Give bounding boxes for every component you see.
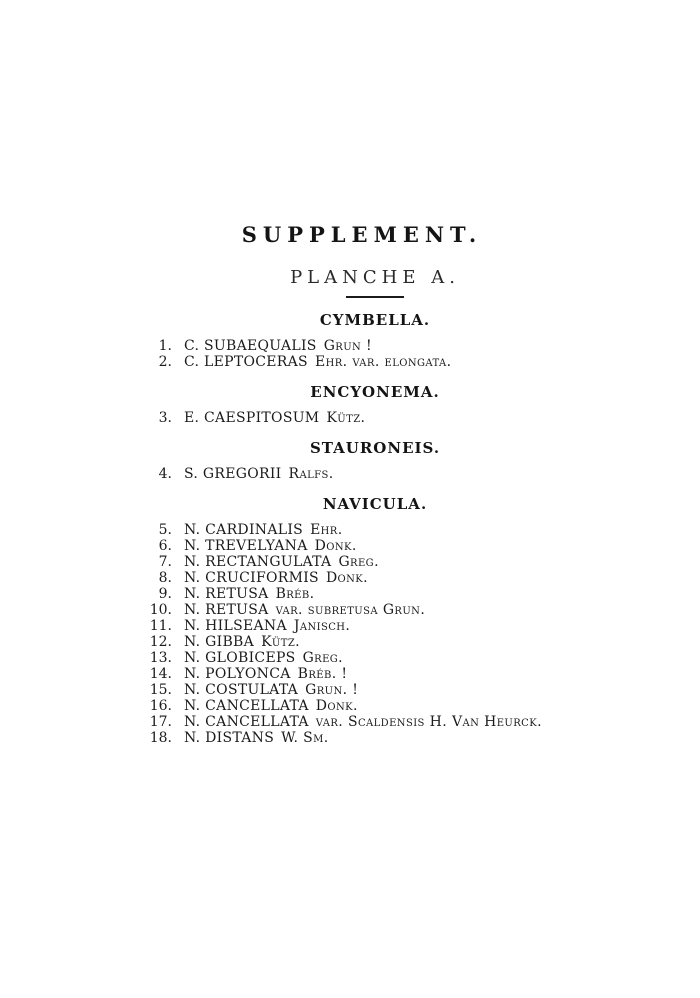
list-item bbox=[112, 602, 638, 618]
genus-section bbox=[112, 382, 638, 426]
list-item bbox=[112, 570, 638, 586]
list-item bbox=[112, 666, 638, 682]
plate-title: PLANCHE A. bbox=[290, 267, 460, 288]
item-name: N. COSTULATA bbox=[184, 682, 299, 698]
item-detail: Ralfs. bbox=[288, 466, 334, 482]
item-text bbox=[184, 338, 372, 354]
list-item bbox=[112, 682, 638, 698]
item-number: 1. bbox=[158, 338, 172, 354]
item-name: N. GIBBA bbox=[184, 634, 255, 650]
item-number: 18. bbox=[149, 730, 172, 746]
section-heading: STAURONEIS. bbox=[309, 439, 441, 457]
list-item bbox=[112, 618, 638, 634]
list-item bbox=[112, 338, 638, 354]
item-number: 17. bbox=[149, 714, 172, 730]
item-detail: Kütz. bbox=[261, 634, 301, 650]
item-detail: Bréb. bbox=[275, 586, 315, 602]
item-name: C. SUBAEQUALIS bbox=[184, 338, 317, 354]
item-text bbox=[184, 466, 334, 482]
item-name: S. GREGORII bbox=[184, 466, 282, 482]
item-detail: var. Scaldensis H. Van Heurck. bbox=[315, 714, 542, 730]
list-item bbox=[112, 410, 638, 426]
item-name: N. RECTANGULATA bbox=[184, 554, 332, 570]
item-name: N. POLYONCA bbox=[184, 666, 291, 682]
item-text bbox=[184, 410, 365, 426]
item-text bbox=[184, 522, 343, 538]
item-detail: Greg. bbox=[338, 554, 379, 570]
item-text bbox=[184, 602, 425, 618]
item-text bbox=[184, 698, 358, 714]
item-number: 14. bbox=[149, 666, 172, 682]
item-text bbox=[184, 618, 350, 634]
item-name: N. RETUSA bbox=[184, 586, 269, 602]
list-item bbox=[112, 714, 638, 730]
list-item bbox=[112, 586, 638, 602]
item-detail: Donk. bbox=[314, 538, 357, 554]
item-name: N. RETUSA bbox=[184, 602, 269, 618]
section-items bbox=[112, 522, 638, 746]
item-number: 10. bbox=[149, 602, 172, 618]
item-number: 15. bbox=[149, 682, 172, 698]
item-detail: Ehr. var. elongata. bbox=[314, 354, 452, 370]
list-item bbox=[112, 538, 638, 554]
item-name: E. CAESPITOSUM bbox=[184, 410, 320, 426]
section-heading: CYMBELLA. bbox=[319, 311, 431, 329]
item-text bbox=[184, 538, 357, 554]
item-number: 2. bbox=[158, 354, 172, 370]
item-number: 11. bbox=[149, 618, 172, 634]
page-content bbox=[112, 221, 638, 746]
item-detail: Kütz. bbox=[326, 410, 366, 426]
list-item bbox=[112, 354, 638, 370]
item-number: 5. bbox=[158, 522, 172, 538]
list-item bbox=[112, 554, 638, 570]
item-detail: Greg. bbox=[302, 650, 344, 666]
genus-section bbox=[112, 438, 638, 482]
item-text bbox=[184, 586, 314, 602]
section-items bbox=[112, 338, 638, 370]
page-title: SUPPLEMENT. bbox=[241, 222, 483, 247]
item-number: 12. bbox=[149, 634, 172, 650]
item-detail: Donk. bbox=[315, 698, 358, 714]
item-number: 16. bbox=[149, 698, 172, 714]
item-detail: Ehr. bbox=[310, 522, 343, 538]
item-number: 8. bbox=[158, 570, 172, 586]
item-name: N. CANCELLATA bbox=[184, 714, 309, 730]
genus-section bbox=[112, 494, 638, 746]
item-name: N. CARDINALIS bbox=[184, 522, 304, 538]
list-item bbox=[112, 650, 638, 666]
section-items bbox=[112, 410, 638, 426]
item-detail: Donk. bbox=[325, 570, 369, 586]
list-item bbox=[112, 466, 638, 482]
item-name: N. CANCELLATA bbox=[184, 698, 309, 714]
item-text bbox=[184, 634, 300, 650]
item-detail: Grun. ! bbox=[305, 682, 359, 698]
list-item bbox=[112, 522, 638, 538]
item-detail: Janisch. bbox=[293, 618, 351, 634]
item-text bbox=[184, 666, 347, 682]
item-detail: var. subretusa Grun. bbox=[275, 602, 426, 618]
item-number: 7. bbox=[158, 554, 172, 570]
item-name: N. TREVELYANA bbox=[184, 538, 308, 554]
list-item bbox=[112, 730, 638, 746]
section-items bbox=[112, 466, 638, 482]
item-number: 6. bbox=[158, 538, 172, 554]
item-name: C. LEPTOCERAS bbox=[184, 354, 308, 370]
item-text bbox=[184, 354, 451, 370]
genus-section bbox=[112, 310, 638, 370]
section-heading: NAVICULA. bbox=[322, 495, 428, 513]
item-detail: W. Sm. bbox=[281, 730, 329, 746]
item-number: 3. bbox=[158, 410, 172, 426]
item-text bbox=[184, 682, 358, 698]
list-item bbox=[112, 634, 638, 650]
item-name: N. DISTANS bbox=[184, 730, 275, 746]
item-number: 13. bbox=[149, 650, 172, 666]
section-heading: ENCYONEMA. bbox=[310, 383, 440, 401]
item-name: N. GLOBICEPS bbox=[184, 650, 296, 666]
item-text bbox=[184, 650, 343, 666]
list-item bbox=[112, 698, 638, 714]
item-name: N. CRUCIFORMIS bbox=[184, 570, 319, 586]
item-text bbox=[184, 730, 329, 746]
item-number: 9. bbox=[158, 586, 172, 602]
item-name: N. HILSEANA bbox=[184, 618, 287, 634]
item-detail: Grun ! bbox=[323, 338, 373, 354]
item-text bbox=[184, 714, 542, 730]
item-text bbox=[184, 570, 368, 586]
item-detail: Bréb. ! bbox=[297, 666, 348, 682]
species-catalog bbox=[112, 310, 638, 746]
item-number: 4. bbox=[158, 466, 172, 482]
item-text bbox=[184, 554, 379, 570]
divider-rule bbox=[346, 296, 404, 298]
